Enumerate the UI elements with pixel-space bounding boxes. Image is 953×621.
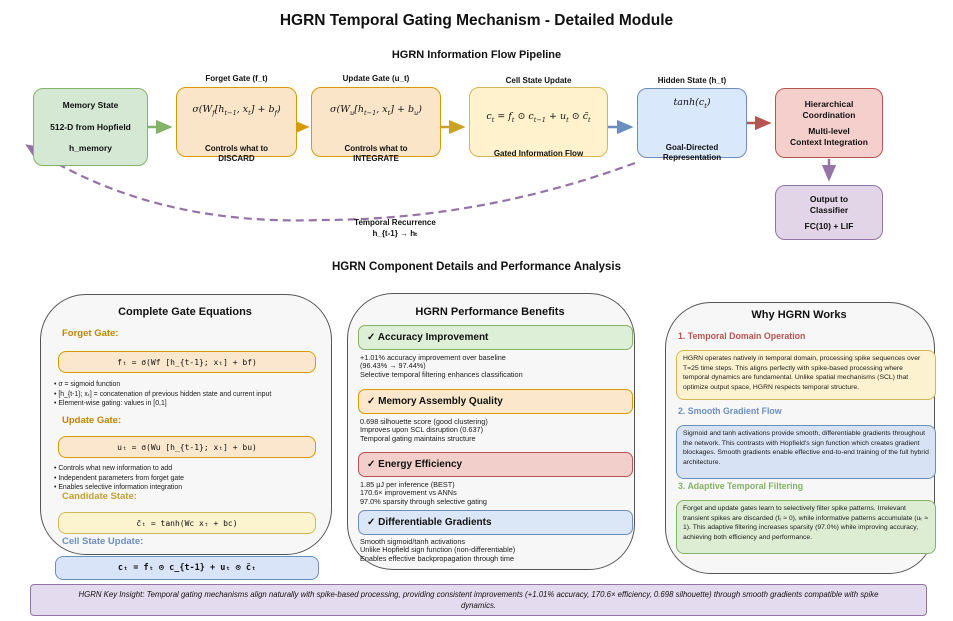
forget-caption-line2: DISCARD [218, 154, 255, 163]
memory-line-3: h_memory [69, 143, 112, 154]
candidate-state-heading: Candidate State: [62, 491, 137, 502]
update-gate-caption [311, 144, 441, 164]
page-title: HGRN Temporal Gating Mechanism - Detailed Module [279, 12, 674, 29]
hidden-state-label: Hidden State (h_t) [657, 76, 727, 85]
why-filtering-heading: 3. Adaptive Temporal Filtering [678, 481, 804, 491]
forget-gate-caption [176, 144, 297, 164]
cell-state-label: Cell State Update [505, 76, 572, 85]
cell-update-heading: Cell State Update: [62, 536, 144, 547]
benefit-gradients-line1: Smooth sigmoid/tanh activations [360, 537, 466, 546]
hier-line-1: Hierarchical [804, 98, 854, 109]
benefit-memory-line3: Temporal gating maintains structure [360, 433, 476, 443]
memory-state-box [33, 88, 148, 166]
hidden-caption-line2: Representation [662, 153, 722, 162]
update-bullet-2: • Independent parameters from forget gate [54, 474, 184, 482]
hidden-caption-line1: Goal-Directed [665, 143, 719, 152]
cell-state-caption: Gated Information Flow [493, 149, 584, 158]
benefit-accuracy-line3: Selective temporal filtering enhances classification [360, 369, 523, 379]
memory-line-2: 512-D from Hopfield [50, 121, 131, 132]
update-caption-line2: INTEGRATE [353, 154, 399, 163]
forget-gate-label: Forget Gate (f_t) [205, 74, 268, 83]
forget-gate-heading: Forget Gate: [62, 328, 119, 339]
benefit-gradients-line2: Unlike Hopfield sign function (non-differentiable) [360, 545, 516, 555]
why-gradient-text: Sigmoid and tanh activations provide smooth, differentiable gradients throughout the network. This contrasts with Hopfield's sign function which creates gradient blockages. Smooth gradients enable effective end-to-end training of the full hybrid architecture. [676, 425, 936, 479]
forget-bullet-3: • Element-wise gating: values in [0,1] [54, 400, 167, 408]
hidden-state-formula: $\tanh(c_t)$ [673, 97, 711, 110]
update-gate-equation: uₜ = σ(Wu [h_{t-1}; xₜ] + bu) [58, 436, 316, 458]
pipeline-subtitle: HGRN Information Flow Pipeline [391, 49, 562, 61]
key-insight-text: HGRN Key Insight: Temporal gating mechanisms align naturally with spike-based processing, providing consistent improvements (+1.01% accuracy, 170.6× efficiency, 0.698 silhouette) through smooth gradients compatible with spike dynamics. [78, 590, 879, 610]
benefit-energy-line2: 170.6× improvement vs ANNs [360, 488, 457, 498]
update-bullet-3: • Enables selective information integration [54, 484, 183, 492]
benefit-energy-line3: 97.0% sparsity through selective gating [360, 496, 487, 506]
benefit-accuracy-lines [360, 354, 620, 379]
update-gate-label: Update Gate (u_t) [342, 74, 410, 83]
benefit-accuracy-line1: +1.01% accuracy improvement over baseline [360, 353, 506, 362]
candidate-state-equation: c̃ₜ = tanh(Wc xₜ + bc) [58, 512, 316, 534]
cell-state-formula: $c_t = f_t$ ⊙ $c_{t-1} + u_t$ ⊙ $c̃_t$ [486, 111, 591, 124]
hidden-state-caption [637, 143, 747, 163]
why-filtering-text: Forget and update gates learn to selectively filter spike patterns. Irrelevant transient spikes are discarded (fₜ ≈ 0), while informative patterns accumulate (uₜ ≈ 1). This adaptive filtering increases sparsity (97.0%) while improving accuracy, achieving both efficiency and performance. [676, 500, 936, 554]
hier-line-2: Coordination [802, 109, 856, 120]
forget-gate-formula: $\sigma(W_f[h_{t-1}$, $x_t] + b_f$) [192, 104, 281, 117]
update-bullet-1: • Controls what new information to add [54, 465, 173, 472]
update-gate-formula: $\sigma(W_u[h_{t-1}$, $x_t] + b_u$) [330, 104, 422, 117]
panel-gate-equations-title: Complete Gate Equations [118, 306, 252, 318]
output-line-2: Classifier [809, 204, 849, 215]
benefit-gradients-line3: Enables effective backpropagation through time [360, 553, 515, 563]
cell-update-equation: cₜ = fₜ ⊙ c_{t-1} + uₜ ⊙ c̃ₜ [55, 556, 319, 580]
memory-line-1: Memory State [62, 99, 119, 110]
forget-gate-equation: fₜ = σ(Wf [h_{t-1}; xₜ] + bf) [58, 351, 316, 373]
output-line-1: Output to [809, 193, 849, 204]
key-insight-bar [30, 584, 927, 616]
update-caption-line1: Controls what to [344, 144, 408, 153]
benefit-gradients-header: ✓ Differentiable Gradients [358, 510, 633, 535]
update-gate-heading: Update Gate: [62, 415, 122, 426]
update-gate-bullets [54, 464, 326, 493]
why-temporal-text: HGRN operates natively in temporal domain, processing spike sequences over T=25 time steps. This aligns perfectly with spike-based processing where temporal dynamics are fundamental. Unlike spatial mechanisms (SCL) that optimize output space, HGRN respects temporal structure. [676, 350, 936, 400]
benefit-accuracy-header: ✓ Accuracy Improvement [358, 325, 633, 350]
recurrence-line2: h_{t-1} → hₜ [372, 229, 418, 238]
hier-line-4: Context Integration [790, 136, 868, 147]
benefit-memory-line1: 0.698 silhouette score (good clustering) [360, 417, 488, 426]
benefit-memory-lines [360, 418, 620, 443]
hierarchical-box [775, 88, 883, 158]
recurrence-line1: Temporal Recurrence [354, 218, 436, 227]
forget-gate-bullets [54, 380, 326, 409]
section-title: HGRN Component Details and Performance Analysis [331, 261, 622, 273]
temporal-recurrence-label [315, 217, 475, 239]
benefit-energy-lines [360, 481, 620, 506]
output-classifier-box [775, 185, 883, 240]
panel-why-title: Why HGRN Works [751, 309, 847, 321]
forget-bullet-2: • [h_{t-1}; xₜ] = concatenation of previous hidden state and current input [54, 390, 272, 398]
benefit-memory-line2: Improves upon SCL disruption (0.637) [360, 425, 484, 435]
benefit-energy-header: ✓ Energy Efficiency [358, 452, 633, 477]
output-line-3: FC(10) + LIF [804, 220, 854, 231]
benefit-energy-line1: 1.85 μJ per inference (BEST) [360, 480, 455, 489]
hier-line-3: Multi-level [808, 125, 850, 136]
benefit-memory-header: ✓ Memory Assembly Quality [358, 389, 633, 414]
benefit-accuracy-line2: (96.43% → 97.44%) [360, 361, 426, 371]
panel-benefits-title: HGRN Performance Benefits [415, 306, 565, 318]
why-gradient-heading: 2. Smooth Gradient Flow [678, 406, 782, 416]
forget-caption-line1: Controls what to [204, 144, 269, 153]
forget-bullet-1: • σ = sigmoid function [54, 381, 121, 388]
benefit-gradients-lines [360, 538, 620, 563]
why-temporal-heading: 1. Temporal Domain Operation [678, 331, 806, 341]
